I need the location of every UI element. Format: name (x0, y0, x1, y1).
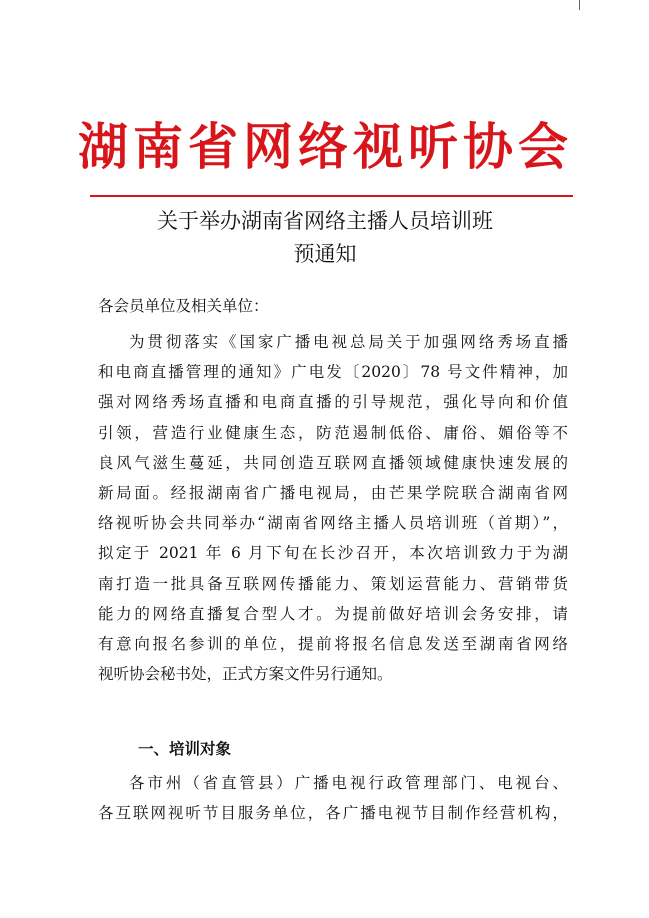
paragraph-line: 络视听协会共同举办“湖南省网络主播人员培训班（首期）”， (98, 514, 568, 533)
paragraph-line: 强对网络秀场直播和电商直播的引导规范，强化导向和价值 (98, 393, 568, 412)
paragraph-line: 视听协会秘书处，正式方案文件另行通知。 (98, 665, 393, 684)
paragraph-line: 和电商直播管理的通知》广电发〔2020〕78 号文件精神，加 (98, 363, 568, 382)
scan-edge-mark (579, 0, 580, 10)
section-heading-training-targets: 一、培训对象 (138, 740, 232, 758)
paragraph-purpose (98, 327, 568, 689)
letterhead-title: 湖南省网络视听协会 (78, 118, 573, 176)
paragraph-line: 引领，营造行业健康生态，防范遏制低俗、庸俗、媚俗等不 (98, 423, 568, 442)
document-title-line-2: 预通知 (293, 242, 357, 266)
paragraph-line: 有意向报名参训的单位，提前将报名信息发送至湖南省网络 (98, 635, 568, 654)
salutation: 各会员单位及相关单位： (98, 297, 269, 315)
letterhead-red-rule (90, 195, 573, 197)
paragraph-line: 南打造一批具备互联网传播能力、策划运营能力、营销带货 (98, 574, 568, 593)
document-title (60, 205, 590, 271)
section-line: 各市州（省直管县）广播电视行政管理部门、电视台、 (129, 774, 568, 792)
paragraph-line: 能力的网络直播复合型人才。为提前做好培训会务安排，请 (98, 604, 568, 623)
section-training-targets-body (98, 768, 568, 828)
paragraph-line: 良风气滋生蔓延，共同创造互联网直播领域健康快速发展的 (98, 453, 568, 472)
paragraph-line: 新局面。经报湖南省广播电视局，由芒果学院联合湖南省网 (98, 484, 568, 503)
section-line: 各互联网视听节目服务单位，各广播电视节目制作经营机构， (98, 804, 568, 823)
paragraph-line: 拟定于 2021 年 6 月下旬在长沙召开，本次培训致力于为湖 (98, 544, 568, 563)
document-title-line-1: 关于举办湖南省网络主播人员培训班 (157, 209, 493, 233)
paragraph-line: 为贯彻落实《国家广播电视总局关于加强网络秀场直播 (129, 333, 568, 351)
